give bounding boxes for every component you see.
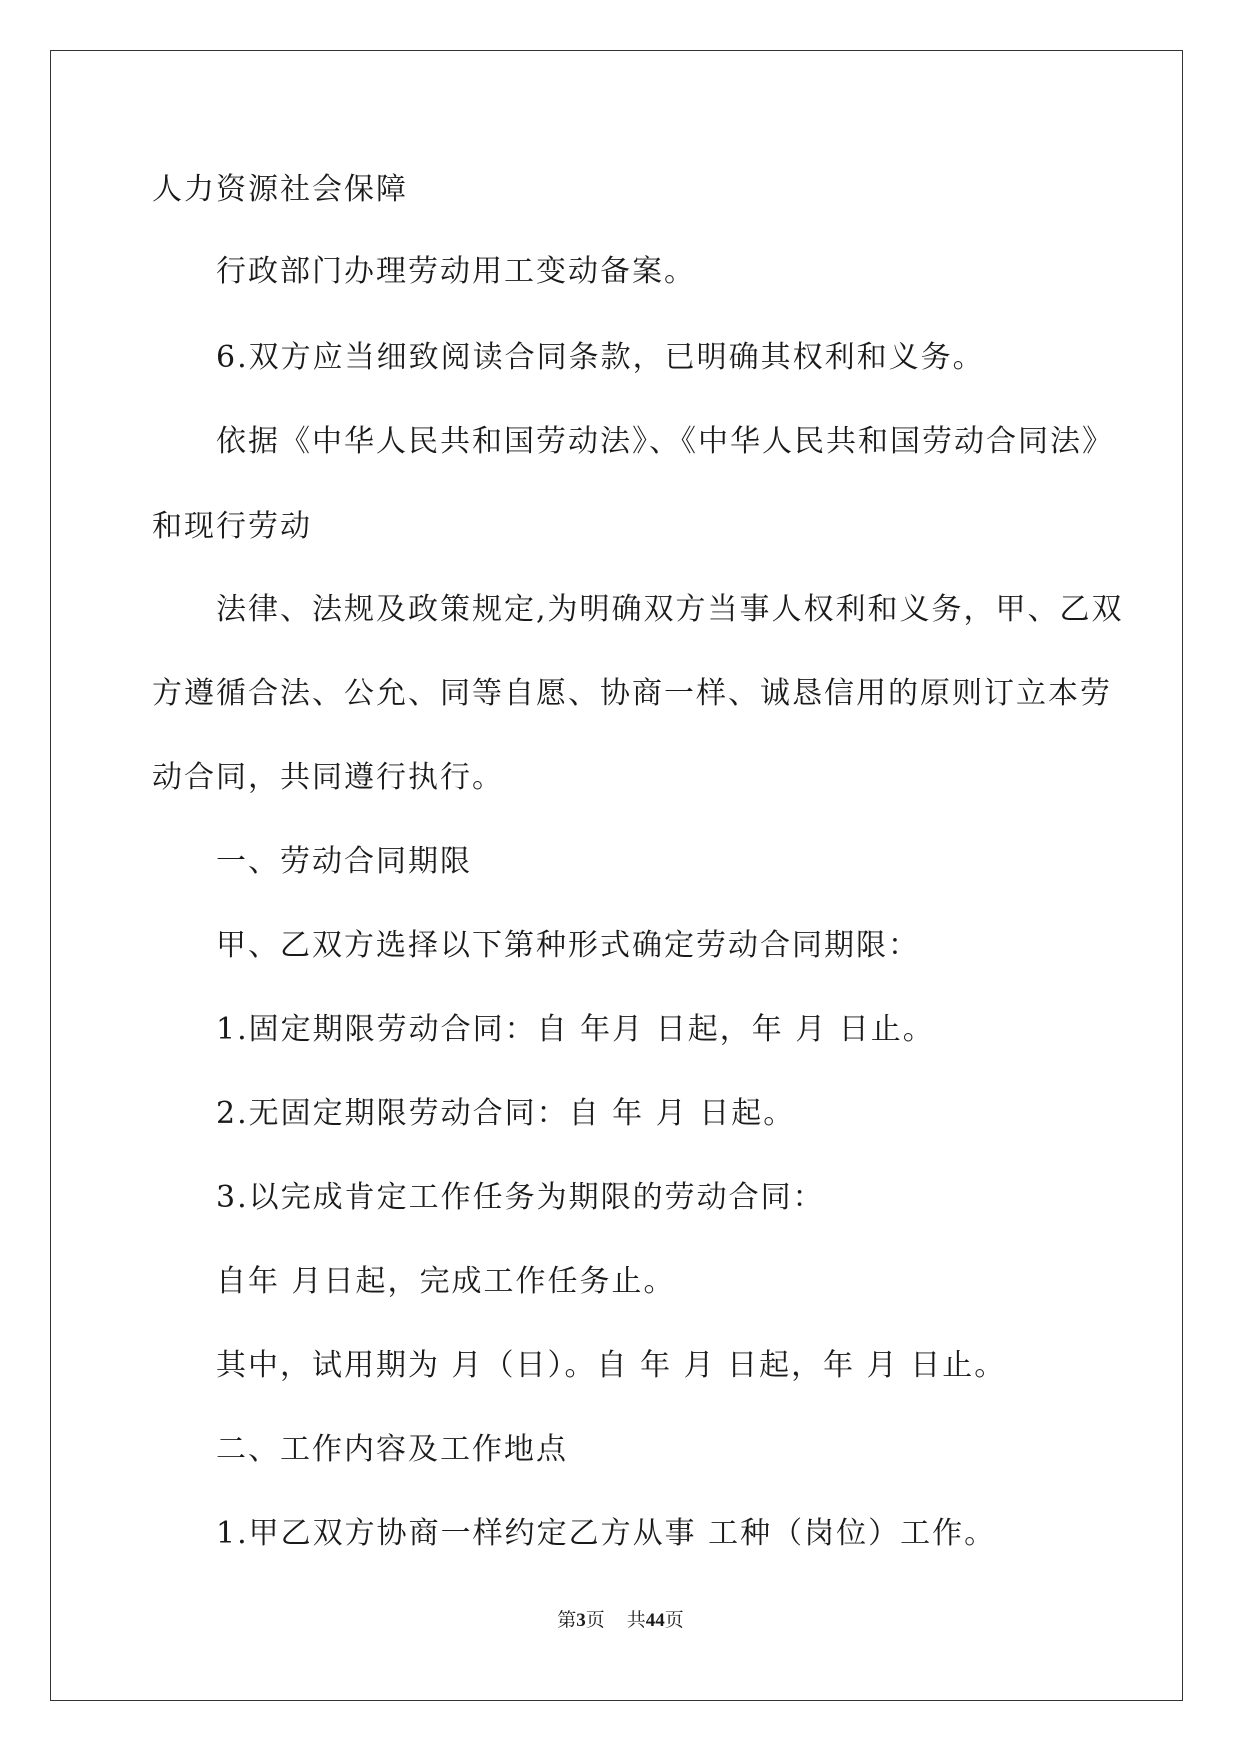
total-pages: 44 bbox=[645, 1610, 665, 1631]
text-line: 1.固定期限劳动合同：自 年月 日起，年 月 日止。 bbox=[216, 1012, 935, 1047]
text-line: 法律、法规及政策规定,为明确双方当事人权利和义务，甲、乙双 bbox=[216, 592, 1124, 627]
page-footer bbox=[0, 1608, 1241, 1633]
text-line: 方遵循合法、公允、同等自愿、协商一样、诚恳信用的原则订立本劳 bbox=[152, 676, 1112, 711]
text-line: 行政部门办理劳动用工变动备案。 bbox=[216, 254, 696, 289]
text-line: 动合同，共同遵行执行。 bbox=[152, 760, 504, 795]
text-line: 1.甲乙双方协商一样约定乙方从事 工种（岗位）工作。 bbox=[216, 1516, 997, 1551]
page-prefix: 第 bbox=[557, 1609, 577, 1631]
text-line: 其中，试用期为 月（日）。自 年 月 日起，年 月 日止。 bbox=[216, 1348, 1007, 1383]
page-number: 3 bbox=[576, 1610, 586, 1631]
total-suffix: 页 bbox=[664, 1609, 684, 1631]
text-line: 依据《中华人民共和国劳动法》、《中华人民共和国劳动合同法》 bbox=[216, 424, 1114, 459]
section-heading: 二、工作内容及工作地点 bbox=[216, 1432, 568, 1467]
page-suffix: 页 bbox=[585, 1609, 605, 1631]
text-line: 6.双方应当细致阅读合同条款，已明确其权利和义务。 bbox=[216, 340, 985, 375]
section-heading: 一、劳动合同期限 bbox=[216, 844, 472, 879]
text-line: 甲、乙双方选择以下第种形式确定劳动合同期限： bbox=[216, 928, 920, 963]
text-line: 自年 月日起，完成工作任务止。 bbox=[216, 1264, 676, 1299]
total-prefix: 共 bbox=[626, 1609, 646, 1631]
text-line: 2.无固定期限劳动合同：自 年 月 日起。 bbox=[216, 1096, 796, 1131]
text-line: 和现行劳动 bbox=[152, 509, 312, 544]
text-line: 人力资源社会保障 bbox=[152, 172, 408, 207]
text-line: 3.以完成肯定工作任务为期限的劳动合同： bbox=[216, 1180, 825, 1215]
